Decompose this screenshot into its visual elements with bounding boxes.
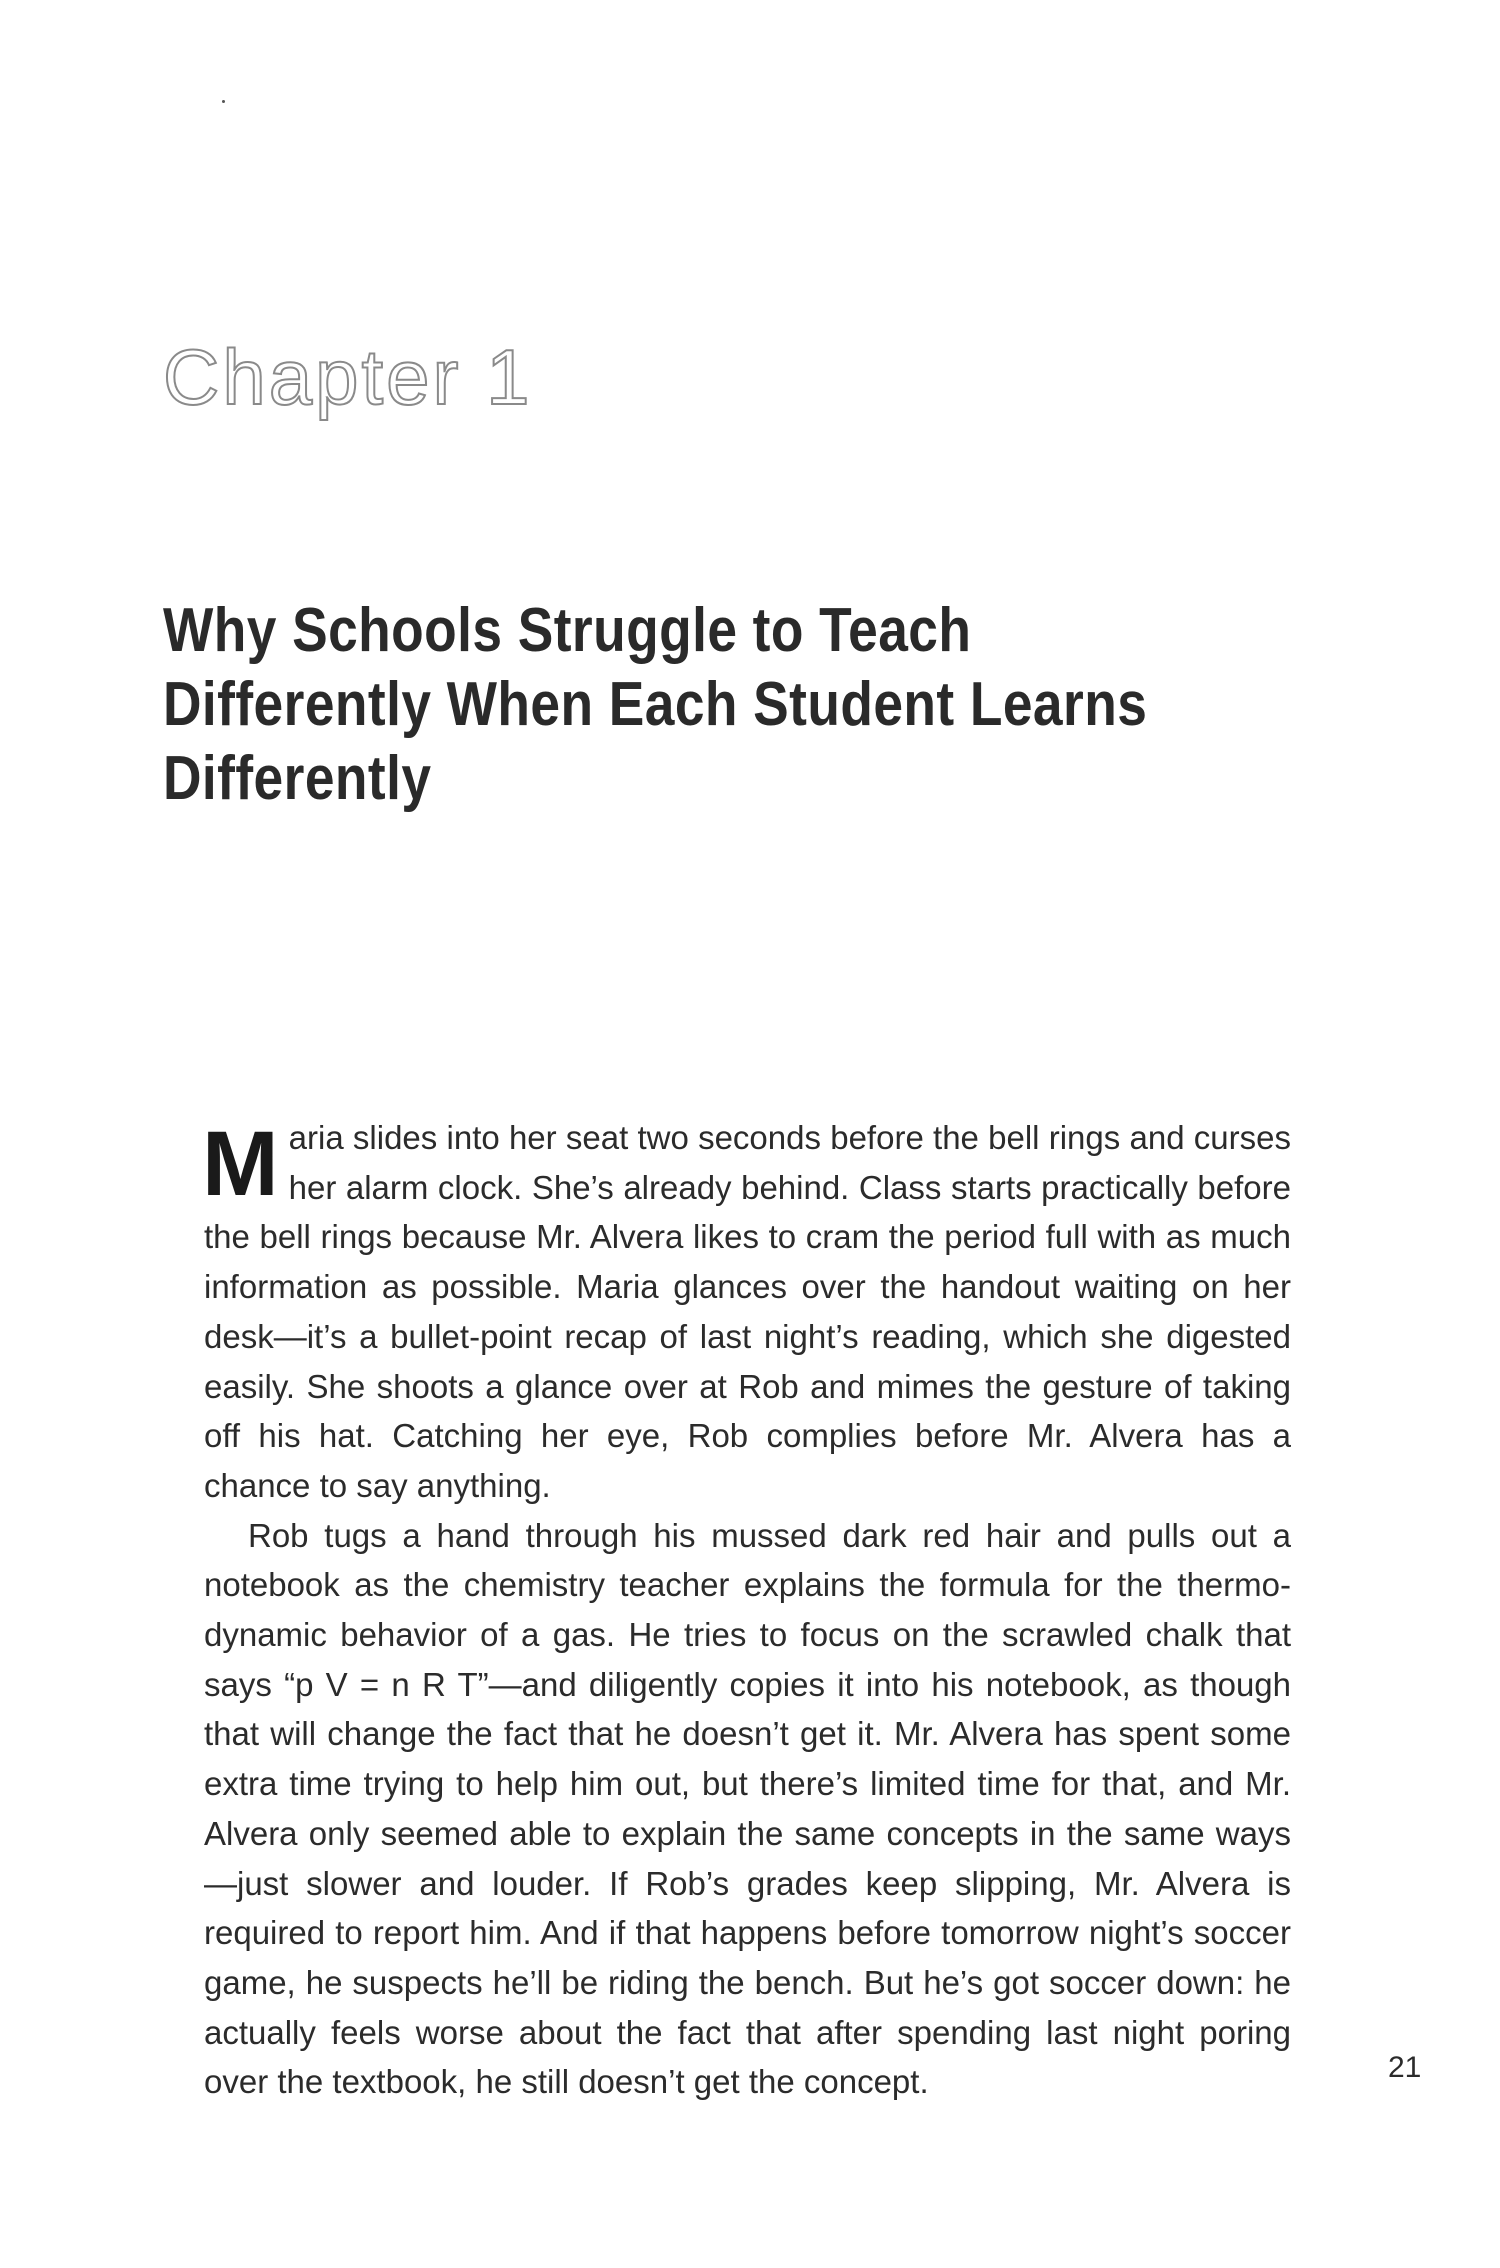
drop-cap: M xyxy=(202,1113,279,1215)
paragraph-1 xyxy=(204,1113,1291,1511)
chapter-title: Why Schools Struggle to Teach Differently When Each Student Learns Differently xyxy=(163,596,1148,813)
scan-speck xyxy=(222,100,225,103)
page-number: 21 xyxy=(1388,2051,1422,2084)
paragraph-1-text: aria slides into her seat two seconds before the bell rings and curses her alarm clock. She’s already behind. Class starts practically before the bell rings because Mr. Alvera likes to cram the period full with as much information as possible. Maria glances over the handout waiting on her desk—it’s a bullet-point recap of last night’s reading, which she digested easily. She shoots a glance over at Rob and mimes the gesture of taking off his hat. Catching her eye, Rob complies before Mr. Alvera has a chance to say anything. xyxy=(204,1119,1291,1504)
chapter-body xyxy=(204,1113,1291,2107)
chapter-label: Chapter 1 xyxy=(163,333,533,421)
paragraph-2: Rob tugs a hand through his mussed dark red hair and pulls out a notebook as the chemistry teacher explains the formula for the thermodynamic behavior of a gas. He tries to focus on the scrawled chalk that says “p V = n R T”—and diligently copies it into his notebook, as though that will change the fact that he doesn’t get it. Mr. Alvera has spent some extra time trying to help him out, but there’s limited time for that, and Mr. Alvera only seemed able to explain the same concepts in the same ways—just slower and louder. If Rob’s grades keep slipping, Mr. Alvera is required to report him. And if that happens before tomorrow night’s soccer game, he suspects he’ll be riding the bench. But he’s got soccer down: he actually feels worse about the fact that after spending last night poring over the textbook, he still doesn’t get the concept. xyxy=(204,1516,1291,2101)
